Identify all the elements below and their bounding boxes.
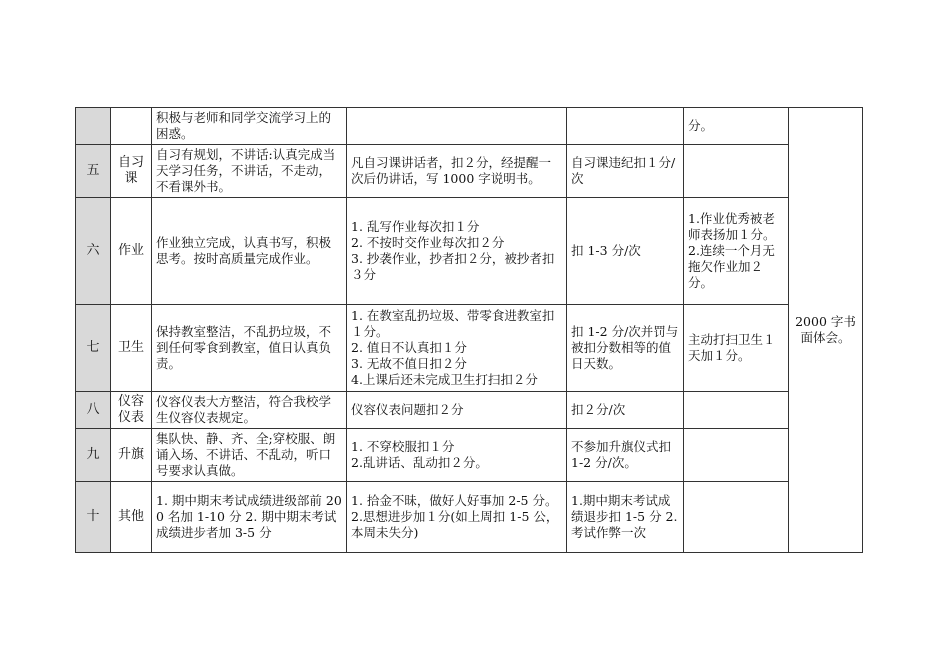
deduction-result-cell bbox=[567, 108, 684, 145]
deduction-cell bbox=[347, 108, 567, 145]
deduction-cell bbox=[347, 429, 567, 482]
deduction-cell bbox=[347, 198, 567, 305]
deduction-line: 1. 在教室乱扔垃圾、带零食进教室扣１分。 bbox=[351, 308, 555, 339]
row-item: 作业 bbox=[111, 198, 152, 305]
deduction-line: 2.乱讲话、乱动扣２分。 bbox=[351, 455, 488, 470]
requirement-cell: 1. 期中期末考试成绩进级部前 200 名加 1-10 分 2. 期中期末考试成绩进步者加 3-5 分 bbox=[152, 482, 347, 553]
deduction-cell bbox=[347, 482, 567, 553]
requirement-cell: 仪容仪表大方整洁，符合我校学生仪容仪表规定。 bbox=[152, 392, 347, 429]
row-item bbox=[111, 108, 152, 145]
table-row bbox=[76, 305, 863, 392]
row-number: 五 bbox=[76, 145, 111, 198]
deduction-cell bbox=[347, 392, 567, 429]
deduction-cell bbox=[347, 145, 567, 198]
deduction-line: 4.上课后还未完成卫生打扫扣２分 bbox=[351, 372, 538, 387]
requirement-cell: 积极与老师和同学交流学习上的困惑。 bbox=[152, 108, 347, 145]
deduction-line: 3. 无故不值日扣２分 bbox=[351, 356, 467, 371]
table-row bbox=[76, 429, 863, 482]
requirement-cell: 保持教室整洁，不乱扔垃圾，不到任何零食到教室，值日认真负责。 bbox=[152, 305, 347, 392]
deduction-line: 1. 拾金不昧，做好人好事加 2-5 分。2.思想进步加１分(如上周扣 1-5 公，本周未失分) bbox=[351, 493, 559, 540]
bonus-cell: 1.作业优秀被老师表扬加１分。2.连续一个月无拖欠作业加２分。 bbox=[684, 198, 789, 305]
deduction-result-cell: 扣 1-2 分/次并罚与被扣分数相等的值日天数。 bbox=[567, 305, 684, 392]
deduction-line: 仪容仪表问题扣２分 bbox=[351, 402, 464, 417]
rules-table bbox=[75, 107, 863, 553]
requirement-cell: 作业独立完成，认真书写，积极思考。按时高质量完成作业。 bbox=[152, 198, 347, 305]
table-row bbox=[76, 145, 863, 198]
deduction-result-cell: 自习课违纪扣１分/次 bbox=[567, 145, 684, 198]
deduction-line: 1. 乱写作业每次扣１分 bbox=[351, 219, 480, 234]
deduction-line: 1. 不穿校服扣１分 bbox=[351, 439, 455, 454]
requirement-cell: 集队快、静、齐、全;穿校服、朗诵入场、不讲话、不乱动，听口号要求认真做。 bbox=[152, 429, 347, 482]
bonus-cell bbox=[684, 392, 789, 429]
deduction-line: 3. 抄袭作业，抄者扣２分，被抄者扣３分 bbox=[351, 251, 555, 282]
deduction-line: 2. 不按时交作业每次扣２分 bbox=[351, 235, 505, 250]
deduction-line: 凡自习课讲话者，扣２分，经提醒一次后仍讲话，写 1000 字说明书。 bbox=[351, 155, 552, 186]
deduction-cell bbox=[347, 305, 567, 392]
table-row bbox=[76, 198, 863, 305]
row-item: 仪容仪表 bbox=[111, 392, 152, 429]
row-number: 六 bbox=[76, 198, 111, 305]
deduction-result-cell: 扣 1-3 分/次 bbox=[567, 198, 684, 305]
deduction-result-cell: 不参加升旗仪式扣 1-2 分/次。 bbox=[567, 429, 684, 482]
bonus-cell: 主动打扫卫生１天加１分。 bbox=[684, 305, 789, 392]
row-item: 自习课 bbox=[111, 145, 152, 198]
bonus-cell: 分。 bbox=[684, 108, 789, 145]
bonus-cell bbox=[684, 145, 789, 198]
table-row bbox=[76, 482, 863, 553]
row-number: 八 bbox=[76, 392, 111, 429]
table-row bbox=[76, 108, 863, 145]
row-number bbox=[76, 108, 111, 145]
row-item: 卫生 bbox=[111, 305, 152, 392]
row-item: 升旗 bbox=[111, 429, 152, 482]
row-item: 其他 bbox=[111, 482, 152, 553]
deduction-result-cell: 扣２分/次 bbox=[567, 392, 684, 429]
bonus-cell bbox=[684, 482, 789, 553]
requirement-cell: 自习有规划，不讲话:认真完成当天学习任务，不讲话，不走动，不看课外书。 bbox=[152, 145, 347, 198]
deduction-line: 2. 值日不认真扣１分 bbox=[351, 340, 467, 355]
row-number: 七 bbox=[76, 305, 111, 392]
bonus-cell bbox=[684, 429, 789, 482]
deduction-result-cell: 1.期中期末考试成绩退步扣 1-5 分 2.考试作弊一次 bbox=[567, 482, 684, 553]
merged-note-cell: 2000 字书面体会。 bbox=[789, 108, 863, 553]
table-row bbox=[76, 392, 863, 429]
row-number: 九 bbox=[76, 429, 111, 482]
row-number: 十 bbox=[76, 482, 111, 553]
